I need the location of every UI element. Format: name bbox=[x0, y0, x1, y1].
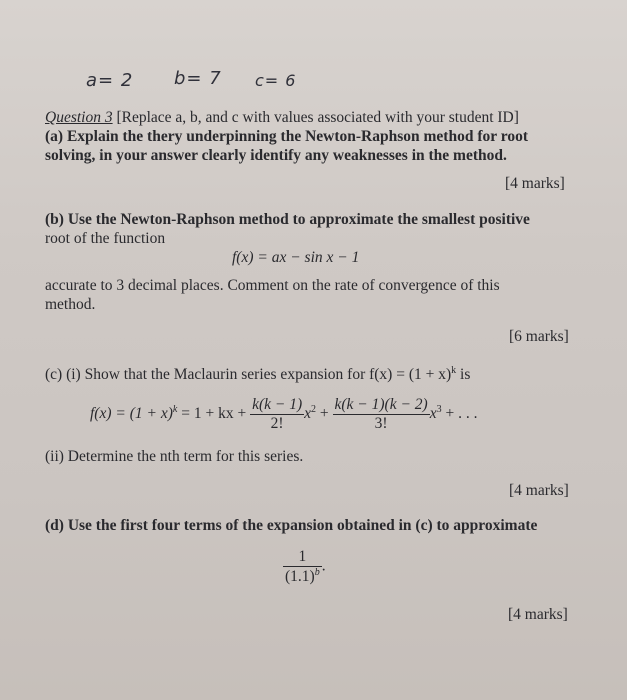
series-plus: + bbox=[319, 405, 329, 423]
series-tail: + . . . bbox=[445, 405, 478, 423]
series-fraction-2-num: k(k − 1)(k − 2) bbox=[334, 396, 428, 413]
question-instruction: [Replace a, b, and c with values associated with your student ID] bbox=[116, 109, 519, 126]
handwritten-a: a= 2 bbox=[86, 70, 134, 91]
series-term3-exponent: 3 bbox=[436, 403, 442, 415]
part-b-marks: [6 marks] bbox=[509, 328, 569, 345]
series-fraction-1-den: 2! bbox=[270, 415, 284, 432]
series-term2-exponent: 2 bbox=[311, 403, 317, 415]
series-term2: x bbox=[304, 405, 312, 423]
part-a-line2: solving, in your answer clearly identify any weaknesses in the method. bbox=[45, 147, 507, 164]
part-c-line2: (ii) Determine the nth term for this series. bbox=[45, 448, 304, 465]
handwritten-b: b= 7 bbox=[174, 68, 222, 89]
part-c-marks: [4 marks] bbox=[509, 482, 569, 499]
question-header bbox=[45, 108, 519, 127]
series-mid: = 1 + kx + bbox=[181, 405, 247, 423]
part-d-fraction-den-exponent: b bbox=[314, 567, 320, 578]
part-a-line1: (a) Explain the thery underpinning the Newton-Raphson method for root bbox=[45, 128, 528, 145]
series-fraction-2-den: 3! bbox=[374, 415, 388, 432]
question-label: Question 3 bbox=[45, 109, 113, 126]
part-b-equation: f(x) = ax − sin x − 1 bbox=[232, 249, 360, 266]
series-fraction-2 bbox=[333, 396, 430, 433]
handwritten-c: c= 6 bbox=[255, 71, 297, 90]
part-d-marks: [4 marks] bbox=[508, 606, 568, 623]
part-c-line1 bbox=[45, 361, 470, 384]
part-a-marks: [4 marks] bbox=[505, 175, 565, 192]
part-d-fraction bbox=[283, 548, 326, 586]
series-lhs: f(x) = (1 + x) bbox=[90, 405, 173, 423]
part-d-fraction-end: . bbox=[321, 557, 326, 575]
series-term3: x bbox=[429, 405, 437, 423]
part-d-line1: (d) Use the first four terms of the expansion obtained in (c) to approximate bbox=[45, 517, 538, 534]
part-c-line1-exponent: k bbox=[451, 365, 457, 376]
part-c-line1-end: is bbox=[460, 366, 471, 384]
series-expansion bbox=[90, 396, 478, 433]
series-fraction-1-num: k(k − 1) bbox=[252, 396, 303, 413]
series-lhs-exponent: k bbox=[172, 403, 178, 415]
part-b-line2: root of the function bbox=[45, 230, 166, 247]
series-fraction-1 bbox=[250, 396, 304, 433]
part-b-line1: (b) Use the Newton-Raphson method to approximate the smallest positive bbox=[45, 211, 530, 228]
part-c-line1-text: (c) (i) Show that the Maclaurin series expansion for f(x) = (1 + x) bbox=[45, 366, 452, 384]
part-b-line4: method. bbox=[45, 296, 96, 313]
part-b-line3: accurate to 3 decimal places. Comment on the rate of convergence of this bbox=[45, 277, 500, 294]
part-d-fraction-den bbox=[283, 567, 322, 586]
part-d-fraction-num: 1 bbox=[283, 548, 322, 567]
part-d-fraction-den-base: (1.1) bbox=[285, 568, 315, 586]
part-d-fraction-body bbox=[283, 548, 322, 586]
